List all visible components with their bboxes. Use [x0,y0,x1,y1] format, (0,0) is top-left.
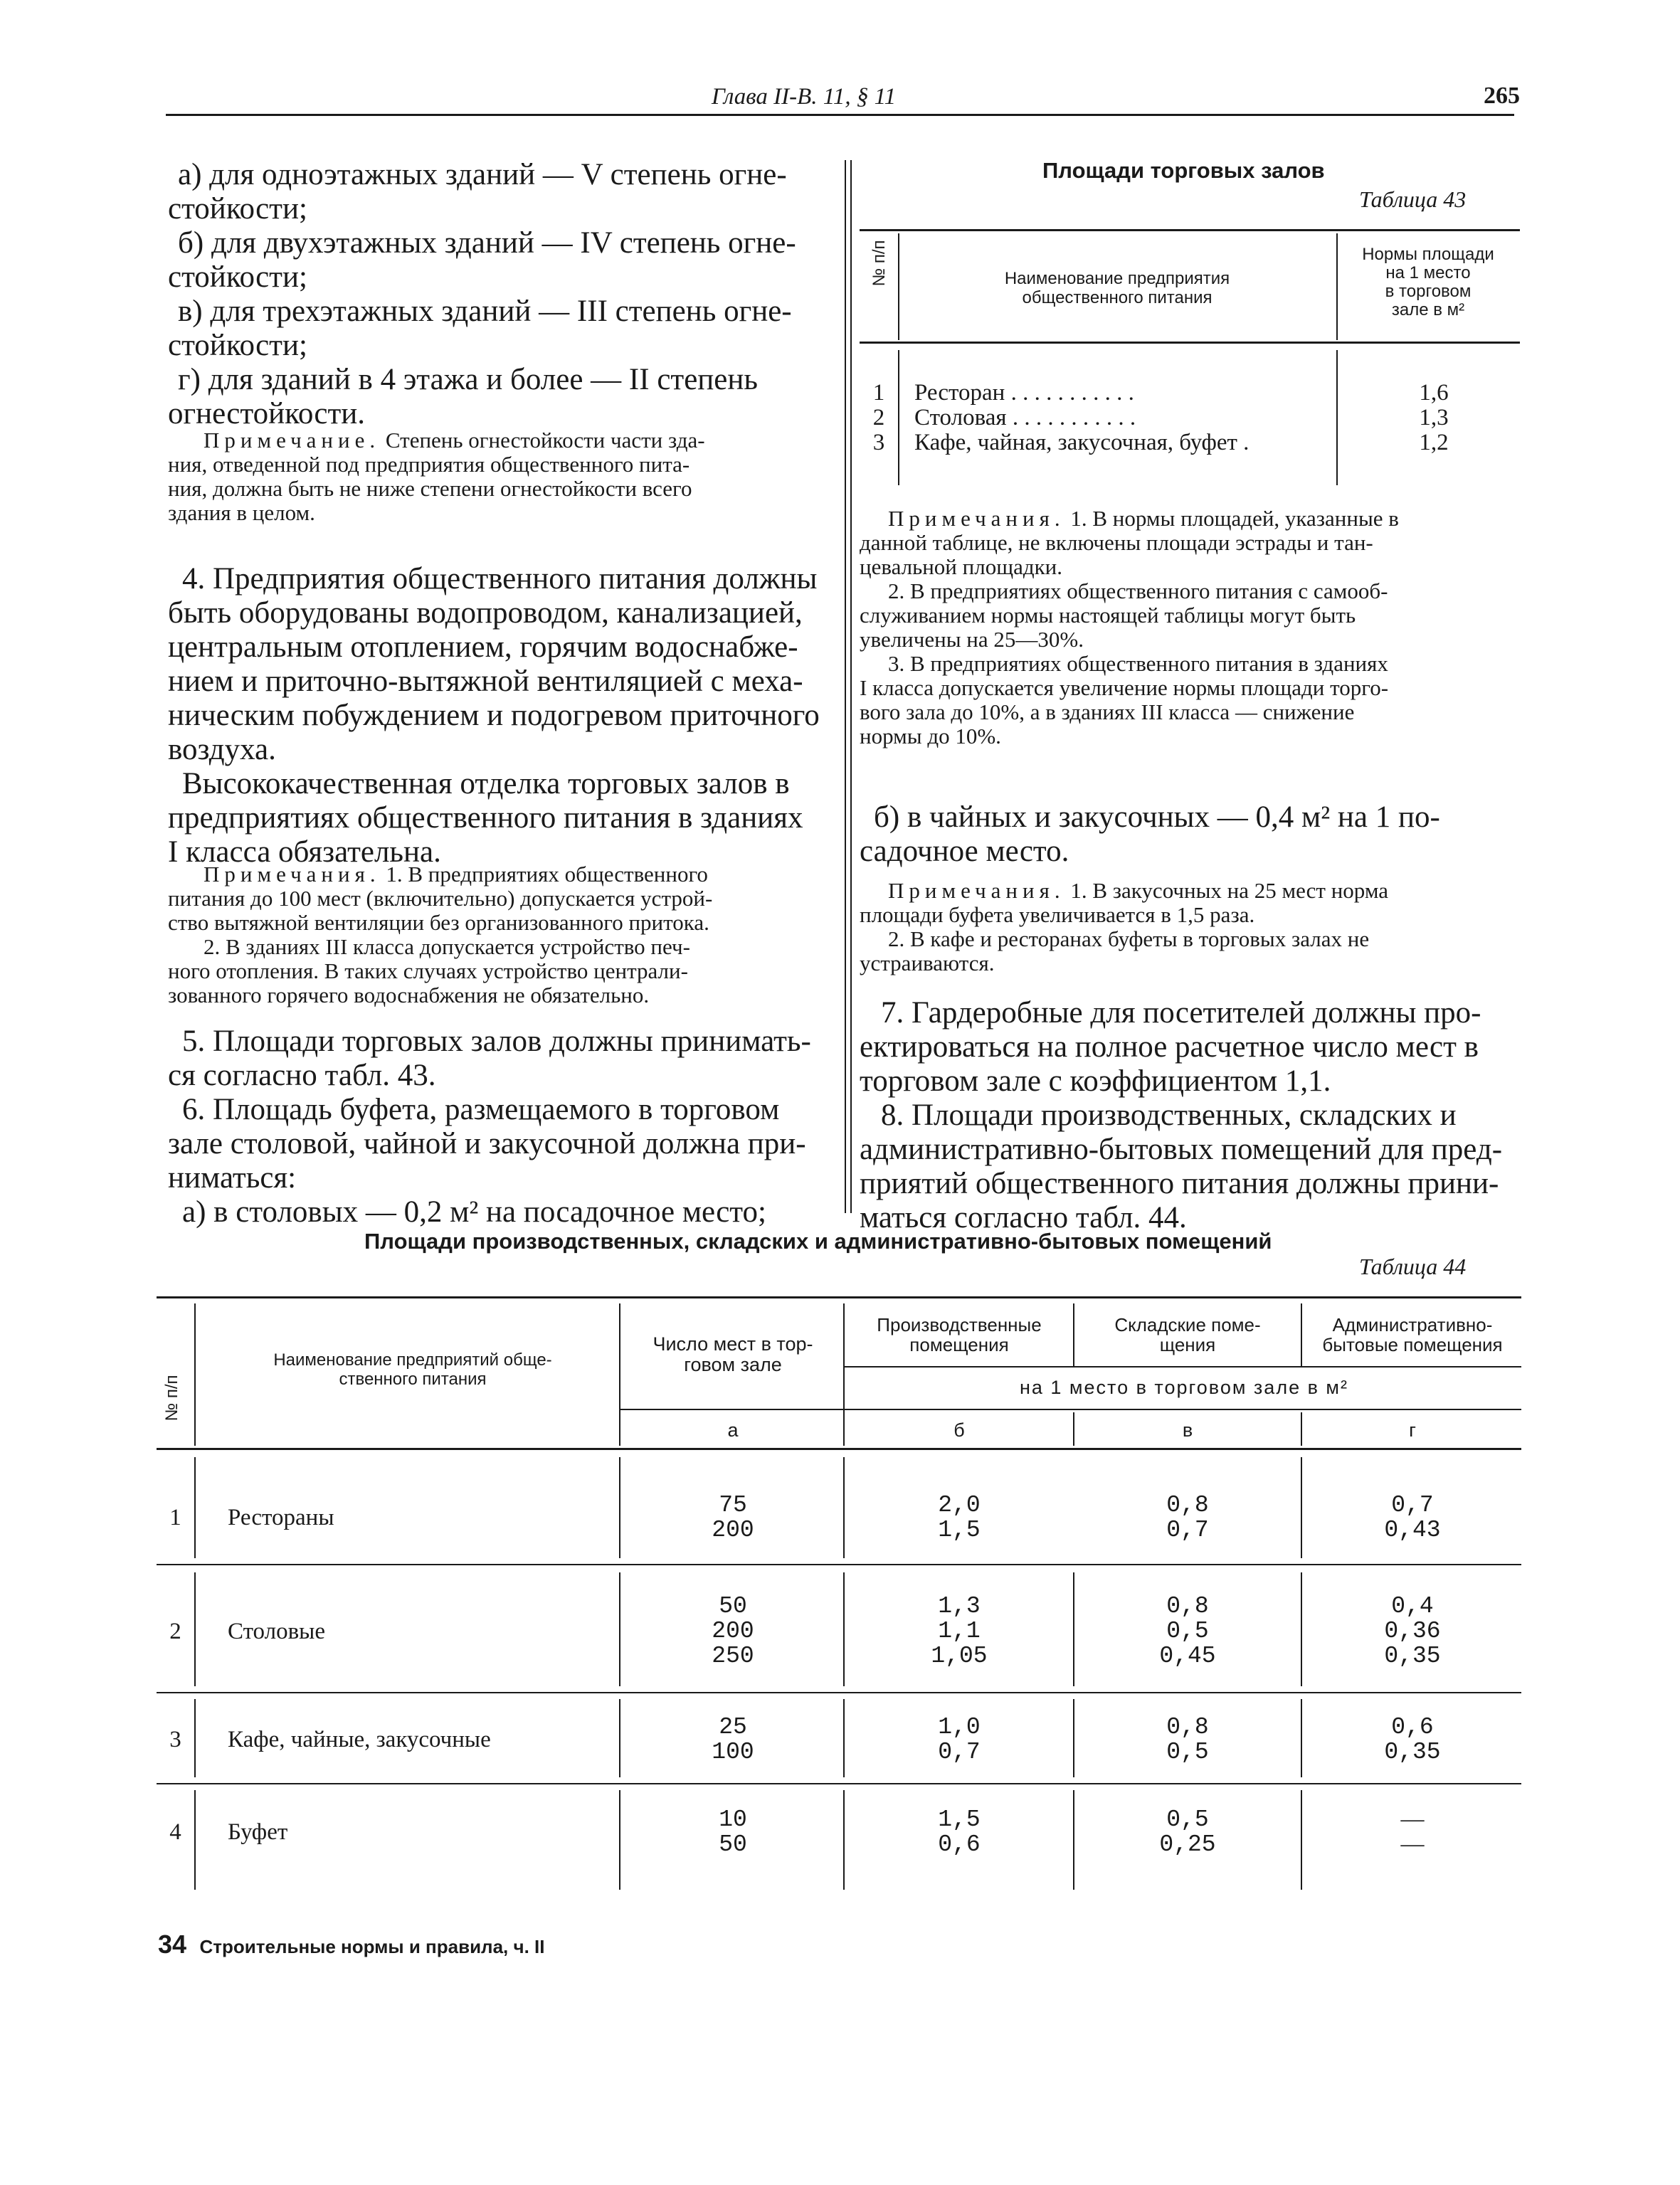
note-buffet [860,879,1528,975]
prod-cell [847,1807,1072,1857]
note-label: Примечание. [204,428,381,453]
col-norm-line: зале в м² [1391,300,1465,319]
val: 1,5 [938,1517,981,1543]
table44-vline-prod-b [1073,1412,1074,1446]
val: 250 [712,1643,754,1669]
note-line: площади буфета увеличивается в 1,5 раза. [860,902,1255,927]
item-line: а) для одноэтажных зданий — V степень огне- [178,158,787,191]
note-line: 1. В предприятиях общественного [386,862,708,887]
table44-col-seats [626,1334,840,1375]
running-header: Глава II-В. 11, § 11 [712,84,897,110]
val: 100 [712,1739,754,1765]
row-num: 1 [872,380,885,406]
row-name: Кафе, чайная, закусочная, буфет . [914,430,1250,455]
val: 0,7 [1166,1517,1209,1543]
val: 0,6 [1391,1714,1434,1740]
table44-vline-name [619,1303,620,1446]
table44-vline-num [194,1303,196,1446]
table43-header-rule [860,342,1520,344]
table44-label: Таблица 44 [1359,1254,1467,1279]
store-cell [1076,1493,1299,1543]
note-line: данной таблице, не включены площади эстрады и тан- [860,530,1373,555]
table44-vline-store [1301,1303,1302,1366]
p-line: I класса обязательна. [168,835,441,869]
header-rule [166,114,1514,116]
note-line: вого зала до 10%, а в зданиях III класса — снижение [860,699,1355,724]
table43-col-name: Наименование предприятия общественного питания [1004,269,1230,307]
table44-sub-rule-2 [620,1409,1521,1410]
note-line: 3. В предприятиях общественного питания в зданиях [888,651,1388,676]
table43-title: Площади торговых залов [1042,158,1325,183]
p-line: 7. Гардеробные для посетителей должны про- [881,996,1481,1030]
p-line: 8. Площади производственных, складских и [881,1099,1457,1132]
item-line: б) для двухэтажных зданий — IV степень огне- [178,226,796,260]
val: 50 [719,1593,747,1619]
note-line: ного отопления. В таких случаях устройство централи- [168,958,688,983]
val: 200 [712,1517,754,1543]
val: 2,0 [938,1492,981,1518]
p-line: административно-бытовых помещений для пред- [860,1133,1503,1166]
val: 0,7 [1391,1492,1434,1518]
admin-cell [1304,1807,1521,1857]
admin-cell [1304,1594,1521,1668]
col-norm-line: Нормы площади [1362,245,1494,264]
table44-col-name [213,1350,612,1389]
p-line: 6. Площадь буфета, размещаемого в торговом [182,1093,780,1126]
table44-top-rule [157,1296,1521,1298]
item-line: стойкости; [168,192,307,226]
val: 75 [719,1492,747,1518]
row-name: Кафе, чайные, закусочные [228,1727,491,1752]
paragraph-5 [168,1025,837,1229]
table44-vline-seats [843,1303,845,1446]
table44-sub-rule-1 [844,1366,1521,1367]
store-cell [1076,1807,1299,1857]
footer [158,1930,544,1959]
letter-b: б [953,1419,965,1441]
note-line: ния, должна быть не ниже степени огнестойкости всего [168,476,692,501]
seats-cell [626,1715,840,1765]
col-store-line: Складские поме- [1114,1314,1261,1335]
row-num: 2 [169,1619,181,1644]
table-row [865,381,1519,406]
val: 0,8 [1166,1714,1209,1740]
table-row [865,406,1519,430]
val: 0,45 [1159,1643,1216,1669]
val: 0,8 [1166,1593,1209,1619]
note-label: Примечания. [204,862,381,887]
letter-a: а [727,1419,739,1441]
row-name: Ресторан . . . . . . . . . . . [914,380,1134,406]
row-name: Столовая . . . . . . . . . . . [914,405,1136,430]
val: 1,05 [931,1643,988,1669]
table43-vline-1 [898,233,899,340]
footer-text: Строительные нормы и правила, ч. II [199,1936,545,1957]
table44-subheader: на 1 место в торговом зале в м² [1019,1377,1348,1398]
seats-cell [626,1594,840,1668]
p-line: быть оборудованы водопроводом, канализацией, [168,596,803,630]
val: 0,5 [1166,1739,1209,1765]
note-table43 [860,507,1528,748]
table44-row-3 [157,1715,1521,1772]
left-column-items [168,158,833,431]
col-store-line: щения [1159,1334,1216,1355]
paragraph-b [860,800,1528,869]
table43-top-rule [860,229,1520,231]
seats-cell [626,1807,840,1857]
p-line: Высококачественная отделка торговых залов в [182,767,790,800]
item-line: огнестойкости. [168,397,366,430]
row-num: 1 [169,1505,181,1530]
column-divider [845,160,846,1213]
p-line: ся согласно табл. 43. [168,1059,436,1092]
table44-vline-prod [1073,1303,1074,1366]
val: — [1400,1806,1425,1832]
row-value: 1,2 [1419,430,1449,455]
note-line: ство вытяжной вентиляции без организованного притока. [168,910,709,935]
row-value: 1,3 [1419,405,1449,430]
val: 0,8 [1166,1492,1209,1518]
p-line: торговом зале с коэффициентом 1,1. [860,1064,1331,1098]
page-number: 265 [1484,83,1520,109]
table44-row-4 [157,1807,1521,1864]
note-line: 2. В зданиях III класса допускается устройство печ- [204,934,690,959]
val: 0,35 [1384,1739,1441,1765]
footer-page: 34 [158,1930,187,1959]
admin-cell [1304,1493,1521,1543]
t44-row-sep-3 [157,1783,1521,1784]
p-line: ниматься: [168,1161,297,1195]
val: 0,7 [938,1739,981,1765]
note-line: служиванием нормы настоящей таблицы могут быть [860,603,1356,628]
val: 0,5 [1166,1806,1209,1833]
row-num: 2 [872,405,885,430]
note-line: здания в целом. [168,500,315,525]
table43-vline-2 [1336,233,1338,340]
table44-col-admin [1304,1315,1521,1355]
p-line: центральным отоплением, горячим водоснабже- [168,630,798,664]
row-value: 1,6 [1419,380,1449,406]
table44-title: Площади производственных, складских и административно-бытовых помещений [364,1229,1272,1254]
col-norm-line: в торговом [1385,282,1472,301]
val: 0,43 [1384,1517,1441,1543]
p-line: ектироваться на полное расчетное число мест в [860,1030,1479,1064]
row-name: Буфет [228,1819,288,1845]
val: 200 [712,1618,754,1644]
col-admin-line: Административно- [1332,1314,1493,1335]
item-line: в) для трехэтажных зданий — III степень огне- [178,295,792,328]
col-seats-line: говом зале [684,1354,782,1375]
note-line: зованного горячего водоснабжения не обязательно. [168,983,650,1007]
col-admin-line: бытовые помещения [1322,1334,1503,1355]
note-line: ния, отведенной под предприятия общественного пита- [168,452,690,477]
table43-col-num: № п/п [870,240,889,287]
row-name: Рестораны [228,1505,334,1530]
table43-col-norm [1339,245,1517,319]
row-name: Столовые [228,1619,325,1644]
val: 0,5 [1166,1618,1209,1644]
column-divider-2 [850,160,852,1213]
row-num: 3 [169,1727,181,1752]
p-line: воздуха. [168,733,276,766]
table44-col-prod [847,1315,1072,1355]
col-norm-line: на 1 место [1385,263,1471,282]
val: 1,3 [938,1593,981,1619]
table44-header-rule [157,1448,1521,1450]
table44-row-2 [157,1594,1521,1672]
note-line: 1. В нормы площадей, указанные в [1070,506,1399,531]
t44-row-sep-1 [157,1564,1521,1565]
note-line: увеличены на 25—30%. [860,627,1084,652]
store-cell [1076,1594,1299,1668]
row-num: 3 [872,430,885,455]
p-line: 4. Предприятия общественного питания должны [182,562,818,596]
store-cell [1076,1715,1299,1765]
paragraph-4 [168,562,837,869]
p-line: нием и приточно-вытяжной вентиляцией с меха- [168,665,803,698]
p-line: зале столовой, чайной и закусочной должна при- [168,1127,806,1160]
table44-col-num: № п/п [162,1375,181,1422]
table43-rows [865,381,1519,455]
col-prod-line: Производственные [877,1314,1042,1335]
note-line: питания до 100 мест (включительно) допускается устрой- [168,886,713,911]
note-line: цевальной площадки. [860,554,1063,579]
note-line: I класса допускается увеличение нормы площади торго- [860,675,1389,700]
val: 50 [719,1831,747,1858]
table44-col-store [1076,1315,1299,1355]
table43-label: Таблица 43 [1359,186,1467,212]
item-line: стойкости; [168,260,307,294]
prod-cell [847,1594,1072,1668]
p-line: садочное место. [860,835,1069,868]
note-ventilation [168,862,837,1007]
prod-cell [847,1715,1072,1765]
val: — [1400,1831,1425,1857]
p-line: ническим побуждением и подогревом приточного [168,699,820,732]
note-label: Примечания. [888,506,1065,531]
note-fire-resistance [168,428,837,525]
letter-d: г [1409,1419,1416,1441]
val: 1,1 [938,1618,981,1644]
t44-row-sep-2 [157,1692,1521,1693]
val: 25 [719,1714,747,1740]
seats-cell [626,1493,840,1543]
table44-row-1 [157,1493,1521,1550]
val: 0,25 [1159,1831,1216,1858]
table44-vline-store-b [1301,1412,1302,1446]
val: 0,6 [938,1831,981,1858]
note-line: 1. В закусочных на 25 мест норма [1070,878,1388,903]
admin-cell [1304,1715,1521,1765]
col-name-line: Наименование предприятий обще- [273,1350,552,1370]
table-row [865,430,1519,455]
prod-cell [847,1493,1072,1543]
val: 1,0 [938,1714,981,1740]
col-seats-line: Число мест в тор- [653,1333,813,1355]
note-line: устраиваются. [860,951,995,975]
p-line: а) в столовых — 0,2 м² на посадочное место; [182,1195,766,1229]
p-line: 5. Площади торговых залов должны принимать- [182,1025,811,1058]
p-line: маться согласно табл. 44. [860,1201,1187,1234]
val: 10 [719,1806,747,1833]
note-label: Примечания. [888,878,1065,903]
note-line: нормы до 10%. [860,724,1001,748]
note-line: 2. В кафе и ресторанах буфеты в торговых залах не [888,926,1370,951]
val: 0,4 [1391,1593,1434,1619]
note-line: 2. В предприятиях общественного питания с самооб- [888,578,1388,603]
p-line: б) в чайных и закусочных — 0,4 м² на 1 по- [874,800,1440,834]
val: 1,5 [938,1806,981,1833]
letter-c: в [1182,1419,1193,1441]
p-line: предприятиях общественного питания в зданиях [168,801,803,835]
val: 0,36 [1384,1618,1441,1644]
item-line: г) для зданий в 4 этажа и более — II степень [178,363,759,396]
val: 0,35 [1384,1643,1441,1669]
row-num: 4 [169,1819,181,1845]
item-line: стойкости; [168,329,307,362]
note-line: Степень огнестойкости части зда- [385,428,705,453]
paragraph-7 [860,996,1528,1235]
p-line: приятий общественного питания должны прини- [860,1167,1499,1200]
col-prod-line: помещения [909,1334,1009,1355]
col-name-line: ственного питания [339,1370,487,1389]
